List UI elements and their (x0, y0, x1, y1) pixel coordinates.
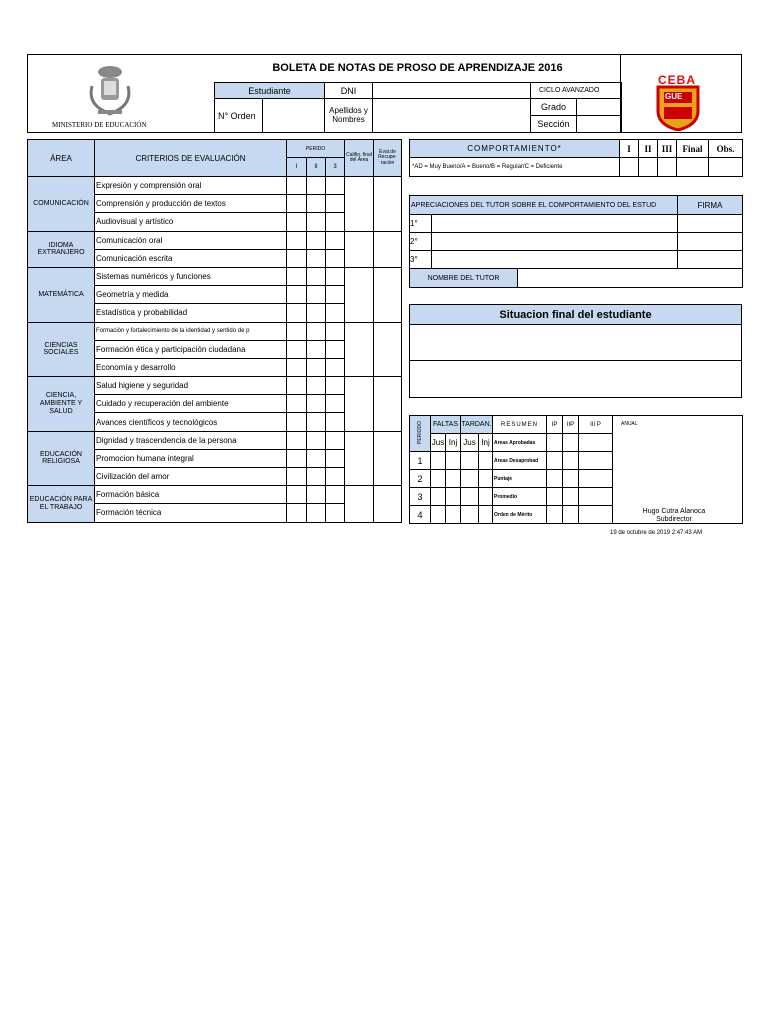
period-col-3: 3 (326, 158, 345, 177)
grade-cell[interactable] (307, 431, 326, 449)
criterion-label: Comunicación escrita (95, 249, 287, 267)
tutor-firma-cell[interactable] (678, 251, 743, 269)
summary-col-iiip: III P (579, 416, 613, 434)
grade-cell[interactable] (307, 340, 326, 358)
grade-cell[interactable] (307, 377, 326, 395)
tutor-table (409, 195, 743, 269)
summary-cell[interactable] (461, 452, 479, 470)
summary-cell[interactable] (579, 470, 613, 488)
ceba-logo-letters: GUE (665, 92, 683, 101)
grades-table (27, 139, 402, 523)
grade-cell[interactable] (287, 286, 307, 304)
header-divider (620, 54, 621, 133)
summary-cell[interactable] (547, 452, 563, 470)
behavior-cell[interactable] (639, 158, 658, 177)
criterion-label: Audiovisual y artístico (95, 213, 287, 231)
summary-row-num: 4 (410, 506, 431, 524)
summary-cell[interactable] (461, 488, 479, 506)
area-name: COMUNICACIÓN (28, 177, 95, 232)
grades-row (28, 486, 402, 504)
summary-col-anual: ANUAL (621, 421, 638, 427)
criterion-label: Comprensión y producción de textos (95, 195, 287, 213)
firma-header: FIRMA (678, 196, 743, 215)
seccion-value[interactable] (577, 116, 622, 133)
behavior-col-1: I (620, 140, 639, 158)
recovery-cell[interactable] (374, 267, 402, 322)
area-name: CIENCIAS SOCIALES (28, 322, 95, 377)
summary-faltas: FALTAS (431, 416, 461, 434)
criterios-header: CRITERIOS DE EVALUACIÓN (95, 140, 287, 177)
summary-sub: Jus (431, 434, 446, 452)
orden-value[interactable] (263, 99, 325, 133)
summary-cell[interactable] (479, 452, 493, 470)
grade-cell[interactable] (307, 195, 326, 213)
periodo-header: PERIDO (287, 140, 345, 158)
summary-sub: Inj (446, 434, 461, 452)
grade-cell[interactable] (307, 413, 326, 431)
tutor-row-label: 3° (410, 251, 432, 269)
grade-cell[interactable] (326, 177, 345, 195)
summary-sub: Inj (479, 434, 493, 452)
grade-cell[interactable] (287, 322, 307, 340)
grade-cell[interactable] (307, 486, 326, 504)
area-name: MATEMÁTICA (28, 267, 95, 322)
final-grade-cell[interactable] (345, 486, 374, 522)
grade-cell[interactable] (326, 340, 345, 358)
summary-cell[interactable] (446, 488, 461, 506)
summary-cell[interactable] (431, 470, 446, 488)
summary-cell[interactable] (431, 488, 446, 506)
grades-row (28, 322, 402, 340)
area-name: CIENCIA, AMBIENTE Y SALUD (28, 377, 95, 432)
student-info-table (214, 82, 622, 99)
final-situation-title (409, 304, 742, 325)
summary-row-label: Areas Aprobadas (493, 434, 547, 452)
behavior-col-2: II (639, 140, 658, 158)
period-col-2: II (307, 158, 326, 177)
grade-cell[interactable] (326, 486, 345, 504)
grade-cell[interactable] (326, 395, 345, 413)
criterion-label: Promocion humana integral (95, 449, 287, 467)
timestamp: 19 de octubre de 2019 2:47:43 AM (610, 530, 703, 536)
grade-cell[interactable] (307, 213, 326, 231)
summary-periodo-text: PERIODO (417, 420, 423, 444)
grade-cell[interactable] (326, 195, 345, 213)
grade-cell[interactable] (307, 358, 326, 376)
ceba-logo (652, 73, 704, 133)
grade-cell[interactable] (287, 177, 307, 195)
grade-cell[interactable] (307, 231, 326, 249)
tutor-name-value[interactable] (518, 269, 743, 288)
criterion-label: Avances científicos y tecnológicos (95, 413, 287, 431)
summary-row-label: Areas Desaprobad (493, 452, 547, 470)
grade-cell[interactable] (326, 504, 345, 522)
area-name: EDUCACIÓN RELIGIOSA (28, 431, 95, 486)
final-situation-title-text: Situacion final del estudiante (499, 309, 652, 321)
apellidos-label: Apellidos y Nombres (325, 99, 373, 133)
dni-label: DNI (325, 83, 373, 99)
final-grade-cell[interactable] (345, 267, 374, 322)
behavior-col-3: III (658, 140, 677, 158)
grade-cell[interactable] (287, 340, 307, 358)
director-title: Subdirector (656, 515, 692, 523)
behavior-table (409, 139, 743, 177)
tutor-header: APRECIACIONES DEL TUTOR SOBRE EL COMPORTAMIENTO DEL ESTUD (410, 196, 678, 215)
period-col-1: I (287, 158, 307, 177)
final-grade-cell[interactable] (345, 177, 374, 232)
grade-cell[interactable] (287, 486, 307, 504)
grade-cell[interactable] (307, 504, 326, 522)
ceba-logo-text: CEBA (658, 73, 697, 87)
grade-cell[interactable] (326, 304, 345, 322)
summary-cell[interactable] (461, 506, 479, 524)
summary-cell[interactable] (563, 452, 579, 470)
grade-cell[interactable] (307, 304, 326, 322)
criterion-label: Estadística y probabilidad (95, 304, 287, 322)
grade-cell[interactable] (326, 377, 345, 395)
final-situation-box-1[interactable] (409, 324, 742, 361)
summary-row-num: 2 (410, 470, 431, 488)
grado-value[interactable] (577, 99, 622, 116)
grade-cell[interactable] (307, 449, 326, 467)
grade-cell[interactable] (307, 395, 326, 413)
summary-resumen: RESUMEN (493, 416, 547, 434)
grade-cell[interactable] (287, 431, 307, 449)
recovery-cell[interactable] (374, 322, 402, 377)
area-name: EDUCACIÓN PARA EL TRABAJO (28, 486, 95, 522)
behavior-legend: *AD = Muy Bueno/A = Bueno/B = Regular/C = Deficiente (410, 158, 620, 177)
criterion-label: Geometría y medida (95, 286, 287, 304)
final-situation-box-2[interactable] (409, 360, 742, 398)
final-grade-cell[interactable] (345, 431, 374, 486)
summary-row-num: 1 (410, 452, 431, 470)
grade-cell[interactable] (287, 377, 307, 395)
criterion-label: Comunicación oral (95, 231, 287, 249)
grades-row (28, 431, 402, 449)
seccion-label: Sección (531, 116, 577, 133)
grade-cell[interactable] (326, 231, 345, 249)
grade-cell[interactable] (326, 413, 345, 431)
tutor-name-label: NOMBRE DEL TUTOR (410, 269, 518, 288)
grade-cell[interactable] (287, 504, 307, 522)
behavior-cell[interactable] (620, 158, 639, 177)
student-info-table-2 (214, 98, 622, 133)
summary-row-num: 3 (410, 488, 431, 506)
recovery-cell[interactable] (374, 177, 402, 232)
grade-cell[interactable] (307, 249, 326, 267)
grade-cell[interactable] (307, 468, 326, 486)
behavior-cell[interactable] (709, 158, 743, 177)
summary-tardan: TARDAN. (461, 416, 493, 434)
behavior-col-obs: Obs. (709, 140, 743, 158)
criterion-label: Economía y desarrollo (95, 358, 287, 376)
behavior-col-final: Final (677, 140, 709, 158)
summary-cell[interactable] (563, 434, 579, 452)
summary-cell[interactable] (431, 506, 446, 524)
grade-cell[interactable] (326, 431, 345, 449)
recovery-cell[interactable] (374, 377, 402, 432)
tutor-firma-cell[interactable] (678, 215, 743, 233)
director-name: Hugo Cutra Alanoca (642, 508, 706, 515)
summary-row-label: Puntaje (493, 470, 547, 488)
tutor-row-value[interactable] (432, 215, 678, 233)
summary-cell[interactable] (579, 434, 613, 452)
director-block (629, 508, 719, 523)
summary-col-iip: IIP (563, 416, 579, 434)
criterion-label: Expresión y comprensión oral (95, 177, 287, 195)
eval-header: Eval.de Recupe-ración (374, 140, 402, 177)
summary-cell[interactable] (579, 506, 613, 524)
grades-row (28, 377, 402, 395)
summary-row-label: Promedio (493, 488, 547, 506)
summary-cell[interactable] (547, 434, 563, 452)
summary-cell[interactable] (479, 488, 493, 506)
criterion-label: Sistemas numéricos y funciones (95, 267, 287, 285)
summary-cell[interactable] (446, 470, 461, 488)
grade-cell[interactable] (326, 468, 345, 486)
grade-cell[interactable] (307, 322, 326, 340)
grade-cell[interactable] (287, 449, 307, 467)
summary-sub: Jus (461, 434, 479, 452)
summary-cell[interactable] (446, 506, 461, 524)
recovery-cell[interactable] (374, 486, 402, 522)
criterion-label: Cuidado y recuperación del ambiente (95, 395, 287, 413)
grade-cell[interactable] (287, 213, 307, 231)
apellidos-value[interactable] (373, 99, 531, 133)
grade-cell[interactable] (326, 267, 345, 285)
summary-cell[interactable] (431, 452, 446, 470)
summary-periodo-label (410, 416, 431, 452)
behavior-cell[interactable] (658, 158, 677, 177)
grado-label: Grado (531, 99, 577, 116)
grade-cell[interactable] (326, 213, 345, 231)
grade-cell[interactable] (287, 468, 307, 486)
tutor-name-table (409, 268, 743, 288)
grade-cell[interactable] (287, 358, 307, 376)
grade-cell[interactable] (287, 304, 307, 322)
grade-cell[interactable] (287, 249, 307, 267)
summary-col-ip: IP (547, 416, 563, 434)
summary-cell[interactable] (479, 506, 493, 524)
tutor-row-label: 2° (410, 233, 432, 251)
summary-cell[interactable] (547, 488, 563, 506)
criterion-label: Formación y fortalecimiento de la identidad y sentido de p (95, 322, 287, 340)
estudiante-label: Estudiante (215, 83, 325, 99)
grade-cell[interactable] (326, 286, 345, 304)
summary-cell[interactable] (579, 488, 613, 506)
area-name: IDIOMA EXTRANJERO (28, 231, 95, 267)
ciclo-label: CICLO AVANZADO (531, 83, 622, 99)
criterion-label: Formación básica (95, 486, 287, 504)
criterion-label: Salud higiene y seguridad (95, 377, 287, 395)
ministry-label: MINISTERIO DE EDUCACIÓN (52, 121, 147, 129)
summary-cell[interactable] (547, 470, 563, 488)
grade-cell[interactable] (326, 249, 345, 267)
grades-row (28, 231, 402, 249)
dni-value[interactable] (373, 83, 531, 99)
grades-row (28, 177, 402, 195)
orden-label: N° Orden (215, 99, 263, 133)
final-grade-cell[interactable] (345, 231, 374, 267)
area-header: ÁREA (28, 140, 95, 177)
summary-row-label: Orden de Mérito (493, 506, 547, 524)
grade-cell[interactable] (307, 177, 326, 195)
page-title: BOLETA DE NOTAS DE PROSO DE APRENDIZAJE 2016 (272, 62, 563, 74)
criterion-label: Dignidad y trascendencia de la persona (95, 431, 287, 449)
grade-cell[interactable] (307, 267, 326, 285)
tutor-firma-cell[interactable] (678, 233, 743, 251)
grade-cell[interactable] (287, 413, 307, 431)
grade-cell[interactable] (307, 286, 326, 304)
grade-cell[interactable] (326, 322, 345, 340)
criterion-label: Formación técnica (95, 504, 287, 522)
summary-cell[interactable] (579, 452, 613, 470)
grade-cell[interactable] (326, 358, 345, 376)
summary-right-cell (613, 416, 743, 524)
summary-table (409, 415, 743, 524)
grades-row (28, 267, 402, 285)
summary-cell[interactable] (479, 470, 493, 488)
criterion-label: Civilización del amor (95, 468, 287, 486)
tutor-row-value[interactable] (432, 233, 678, 251)
behavior-cell[interactable] (677, 158, 709, 177)
summary-cell[interactable] (446, 452, 461, 470)
recovery-cell[interactable] (374, 231, 402, 267)
final-grade-cell[interactable] (345, 322, 374, 377)
tutor-row-value[interactable] (432, 251, 678, 269)
criterion-label: Formación ética y participación ciudadana (95, 340, 287, 358)
summary-cell[interactable] (563, 470, 579, 488)
summary-cell[interactable] (563, 506, 579, 524)
summary-cell[interactable] (461, 470, 479, 488)
grade-cell[interactable] (287, 267, 307, 285)
summary-cell[interactable] (547, 506, 563, 524)
grade-cell[interactable] (287, 395, 307, 413)
grade-cell[interactable] (326, 449, 345, 467)
summary-cell[interactable] (563, 488, 579, 506)
coat-of-arms (88, 62, 132, 118)
recovery-cell[interactable] (374, 431, 402, 486)
tutor-row-label: 1° (410, 215, 432, 233)
final-grade-cell[interactable] (345, 377, 374, 432)
grade-cell[interactable] (287, 195, 307, 213)
calif-header: Califio. final del Área (345, 140, 374, 177)
grade-cell[interactable] (287, 231, 307, 249)
behavior-header: COMPORTAMIENTO* (410, 140, 620, 158)
